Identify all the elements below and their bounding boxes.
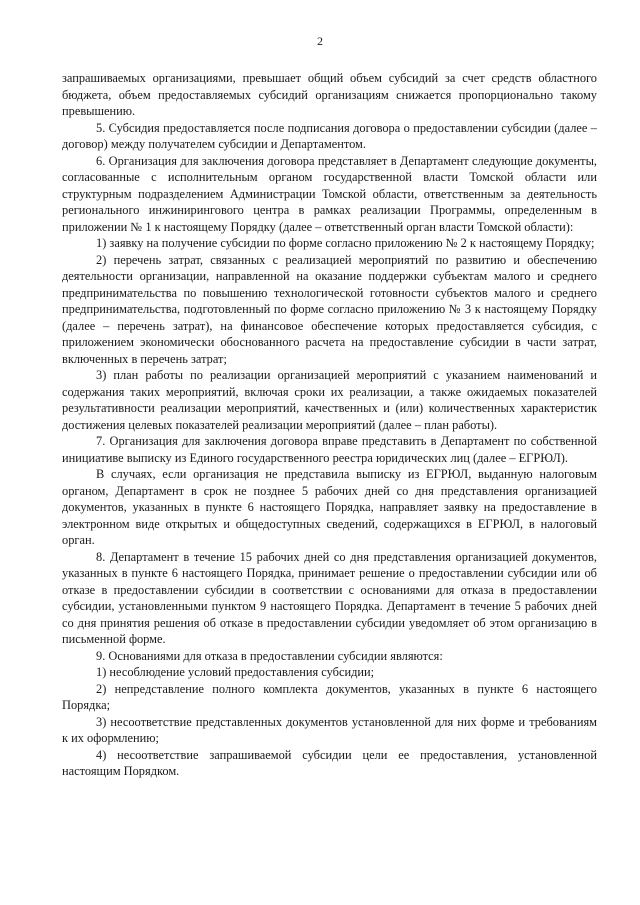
paragraph-item-6-1: 1) заявку на получение субсидии по форме согласно приложению № 2 к настоящему Порядку; (96, 236, 595, 250)
paragraph-item-7: 7. Организация для заключения договора вправе представить в Департамент по собственной инициативе выписку из Единого государственного реестра юридических лиц (далее – ЕГРЮЛ). (62, 434, 597, 465)
paragraph-item-6-2: 2) перечень затрат, связанных с реализацией мероприятий по развитию и обеспечению деятельности организации, направленной на оказание поддержки субъектам малого и среднего предпринимательства по повышению технологической готовности субъектов малого и среднего предпринимательства, подготовленный по форме согласно приложению № 3 к настоящему Порядку (далее – перечень затрат), на финансовое обеспечение которых предоставляется субсидия, с приложением экономически обоснованного расчета на предоставление субсидии в части затрат, включенных в перечень затрат; (62, 252, 597, 366)
paragraph-item-7-cases: В случаях, если организация не представила выписку из ЕГРЮЛ, выданную налоговым органом, Департамент в срок не позднее 5 рабочих дней со дня представления организацией документов, указанных в пункте 6 настоящего Порядка, направляет заявку на предоставление в электронном виде открытых и общедоступных сведений, содержащихся в ЕГРЮЛ, в налоговый орган. (62, 467, 597, 547)
paragraph-item-9-1: 1) несоблюдение условий предоставления субсидии; (96, 665, 375, 679)
document-body (62, 70, 597, 780)
paragraph-item-9: 9. Основаниями для отказа в предоставлении субсидии являются: (96, 648, 443, 663)
paragraph-item-5: 5. Субсидия предоставляется после подписания договора о предоставлении субсидии (далее – договор) между получателем субсидии и Департаментом. (62, 120, 597, 151)
paragraph-item-8: 8. Департамент в течение 15 рабочих дней со дня представления организацией документов, указанных в пункте 6 настоящего Порядка, принимает решение о предоставлении субсидии или об отказе в предоставлении субсидии в соответствии с основаниями для отказа в предоставлении субсидии, установленными пунктом 9 настоящего Порядка. Департамент в течение 5 рабочих дней со дня принятия решения об отказе в предоставлении субсидии уведомляет об этом организацию в письменной форме. (62, 549, 597, 646)
paragraph-item-9-2: 2) непредставление полного комплекта документов, указанных в пункте 6 настоящего Порядка; (62, 681, 597, 712)
paragraph-item-6-3: 3) план работы по реализации организацией мероприятий с указанием наименований и содержания таких мероприятий, включая сроки их реализации, а также ожидаемых показателей результативности реализации мероприятий, качественных и (или) количественных характеристик достижения целевых показателей реализации мероприятий (далее – план работы). (62, 368, 597, 432)
paragraph-item-6: 6. Организация для заключения договора представляет в Департамент следующие документы, согласованные с исполнительным органом государственной власти Томской области или структурным подразделением Администрации Томской области, ответственным за деятельность регионального инжинирингового центра в рамках реализации Программы, определенным в приложении № 1 к настоящему Порядку (далее – ответственный орган власти Томской области): (62, 153, 597, 234)
paragraph-item-9-3: 3) несоответствие представленных документов установленной для них форме и требованиям к их оформлению; (62, 714, 597, 745)
paragraph-continuation: запрашиваемых организациями, превышает общий объем субсидий за счет средств областного бюджета, объем предоставляемых субсидий организациям снижается пропорционально такому превышению. (62, 71, 597, 118)
paragraph-item-9-4: 4) несоответствие запрашиваемой субсидии цели ее предоставления, установленной настоящим Порядком. (62, 747, 597, 778)
page-number: 2 (317, 34, 323, 48)
